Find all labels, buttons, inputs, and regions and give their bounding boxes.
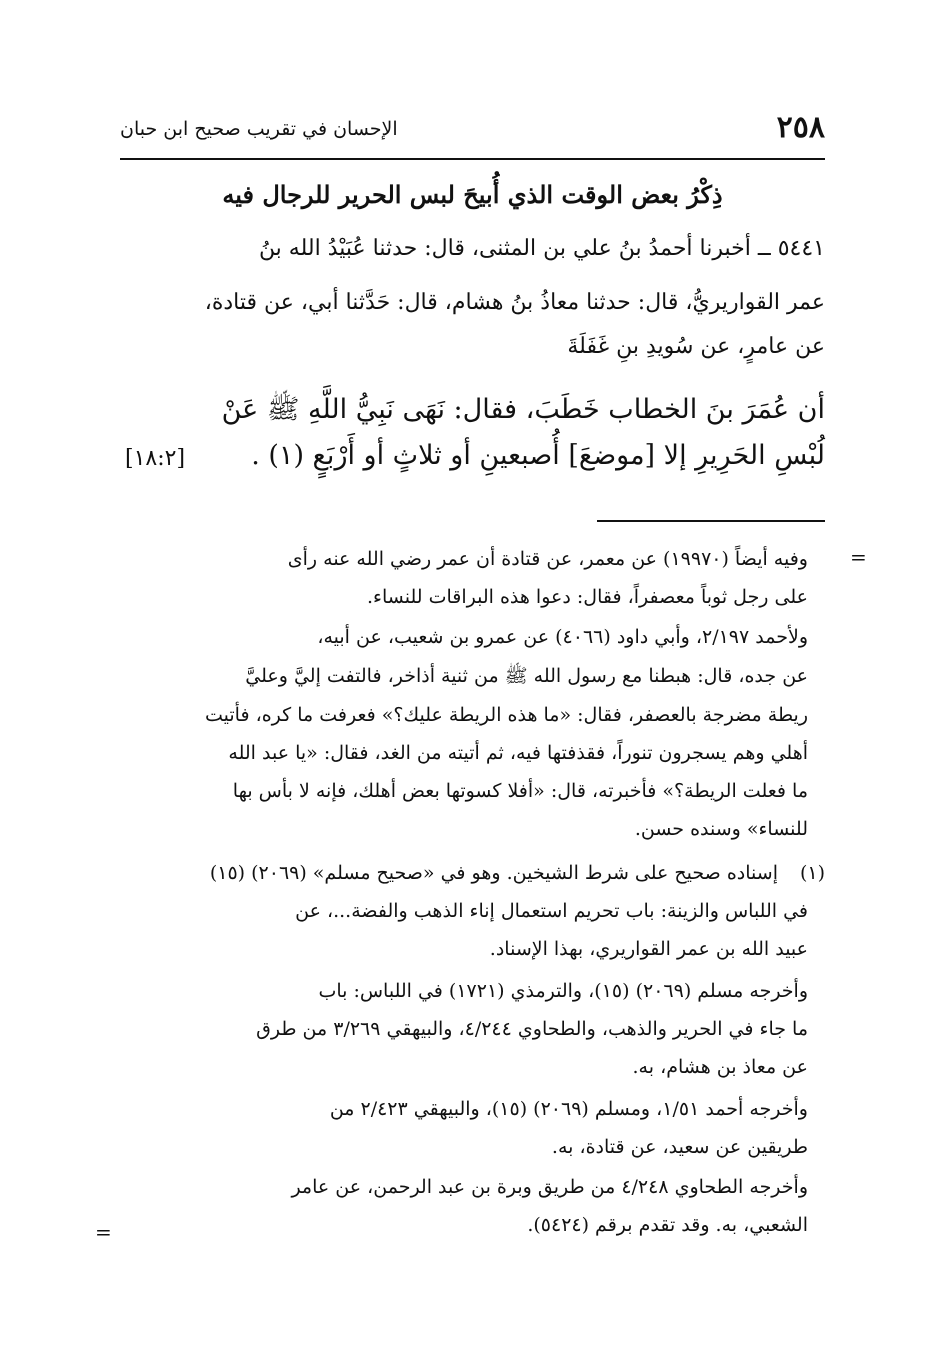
isnad-line: ٥٤٤١ ــ أخبرنا أحمدُ بنُ علي بن المثنى، قال: حدثنا عُبَيْدُ الله بنُ [258, 236, 825, 261]
footnote-line: عن جده، قال: هبطنا مع رسول الله ﷺ من ثنية أذاخر، فالتفت إليَّ وعليَّ [245, 665, 808, 687]
header-rule [120, 158, 825, 160]
footnote-line: الشعبي، به. وقد تقدم برقم (٥٤٢٤). [527, 1214, 808, 1236]
footnote-line: طريقين عن سعيد، عن قتادة، به. [551, 1136, 808, 1158]
chapter-heading: ذِكْرُ بعض الوقت الذي أُبيحَ لبس الحرير للرجال فيه [222, 180, 723, 209]
footnote-line: للنساء» وسنده حسن. [634, 818, 808, 840]
footnote-rule [597, 520, 825, 522]
footnote-line: ريطة مضرجة بالعصفر، فقال: «ما هذه الريطة عليك؟» فعرفت ما كره، فأتيت [205, 704, 808, 726]
matn-line: أن عُمَرَ بنَ الخطاب خَطَبَ، فقال: نَهَى نَبِيُّ اللَّهِ ﷺ عَنْ [221, 394, 825, 425]
footnote-line: ما جاء في الحرير والذهب، والطحاوي ٤/٢٤٤، والبيهقي ٣/٢٦٩ من طرق [256, 1018, 808, 1040]
footnote-line: وأخرجه أحمد ١/٥١، ومسلم (٢٠٦٩) (١٥)، والبيهقي ٢/٤٢٣ من [329, 1098, 808, 1120]
footnote-line: على رجل ثوباً معصفراً، فقال: دعوا هذه البراقات للنساء. [367, 586, 808, 608]
footnote-line: ما فعلت الريطة؟» فأخبرته، قال: «أفلا كسوتها بعض أهلك، فإنه لا بأس بها [232, 780, 808, 802]
running-header-title: الإحسان في تقريب صحيح ابن حبان [120, 118, 398, 140]
footnote-number: (١) [799, 862, 825, 884]
footnote-line: ولأحمد ٢/١٩٧، وأبي داود (٤٠٦٦) عن عمرو بن شعيب، عن أبيه، [317, 626, 808, 648]
end-mark: = [95, 1220, 112, 1244]
continuation-mark: = [850, 545, 867, 569]
hadith-reference: [١٨:٢] [125, 446, 186, 471]
page-number: ٢٥٨ [776, 110, 825, 145]
footnote-line: عبيد الله بن عمر القواريري، بهذا الإسناد. [489, 938, 808, 960]
isnad-line: عمر القواريريُّ، قال: حدثنا معاذُ بنُ هشام، قال: حَدَّثنا أبي، عن قتادة، [204, 290, 825, 315]
footnote-line: أهلي وهم يسجرون تنوراً، فقذفتها فيه، ثم أتيته من الغد، فقال: «يا عبد الله [228, 742, 808, 764]
footnote-line: وأخرجه الطحاوي ٤/٢٤٨ من طريق وبرة بن عبد الرحمن، عن عامر [291, 1176, 808, 1198]
isnad-line: عن عامرٍ، عن سُويدِ بنِ غَفَلَةَ [567, 334, 825, 359]
footnote-line: إسناده صحيح على شرط الشيخين. وهو في «صحيح مسلم» (٢٠٦٩) (١٥) [209, 862, 778, 884]
footnote-line: عن معاذ بن هشام، به. [632, 1056, 808, 1078]
footnote-line: وفيه أيضاً (١٩٩٧٠) عن معمر، عن قتادة أن عمر رضي الله عنه رأى [287, 548, 808, 570]
footnote-line: وأخرجه مسلم (٢٠٦٩) (١٥)، والترمذي (١٧٢١) في اللباس: باب [318, 980, 808, 1002]
matn-line: لُبْسِ الحَرِيرِ إلا [موضعَ] أُصبعينِ أو ثلاثٍ أو أَرْبَعٍ (١) . [251, 440, 825, 471]
footnote-line: في اللباس والزينة: باب تحريم استعمال إناء الذهب والفضة...، عن [295, 900, 808, 922]
